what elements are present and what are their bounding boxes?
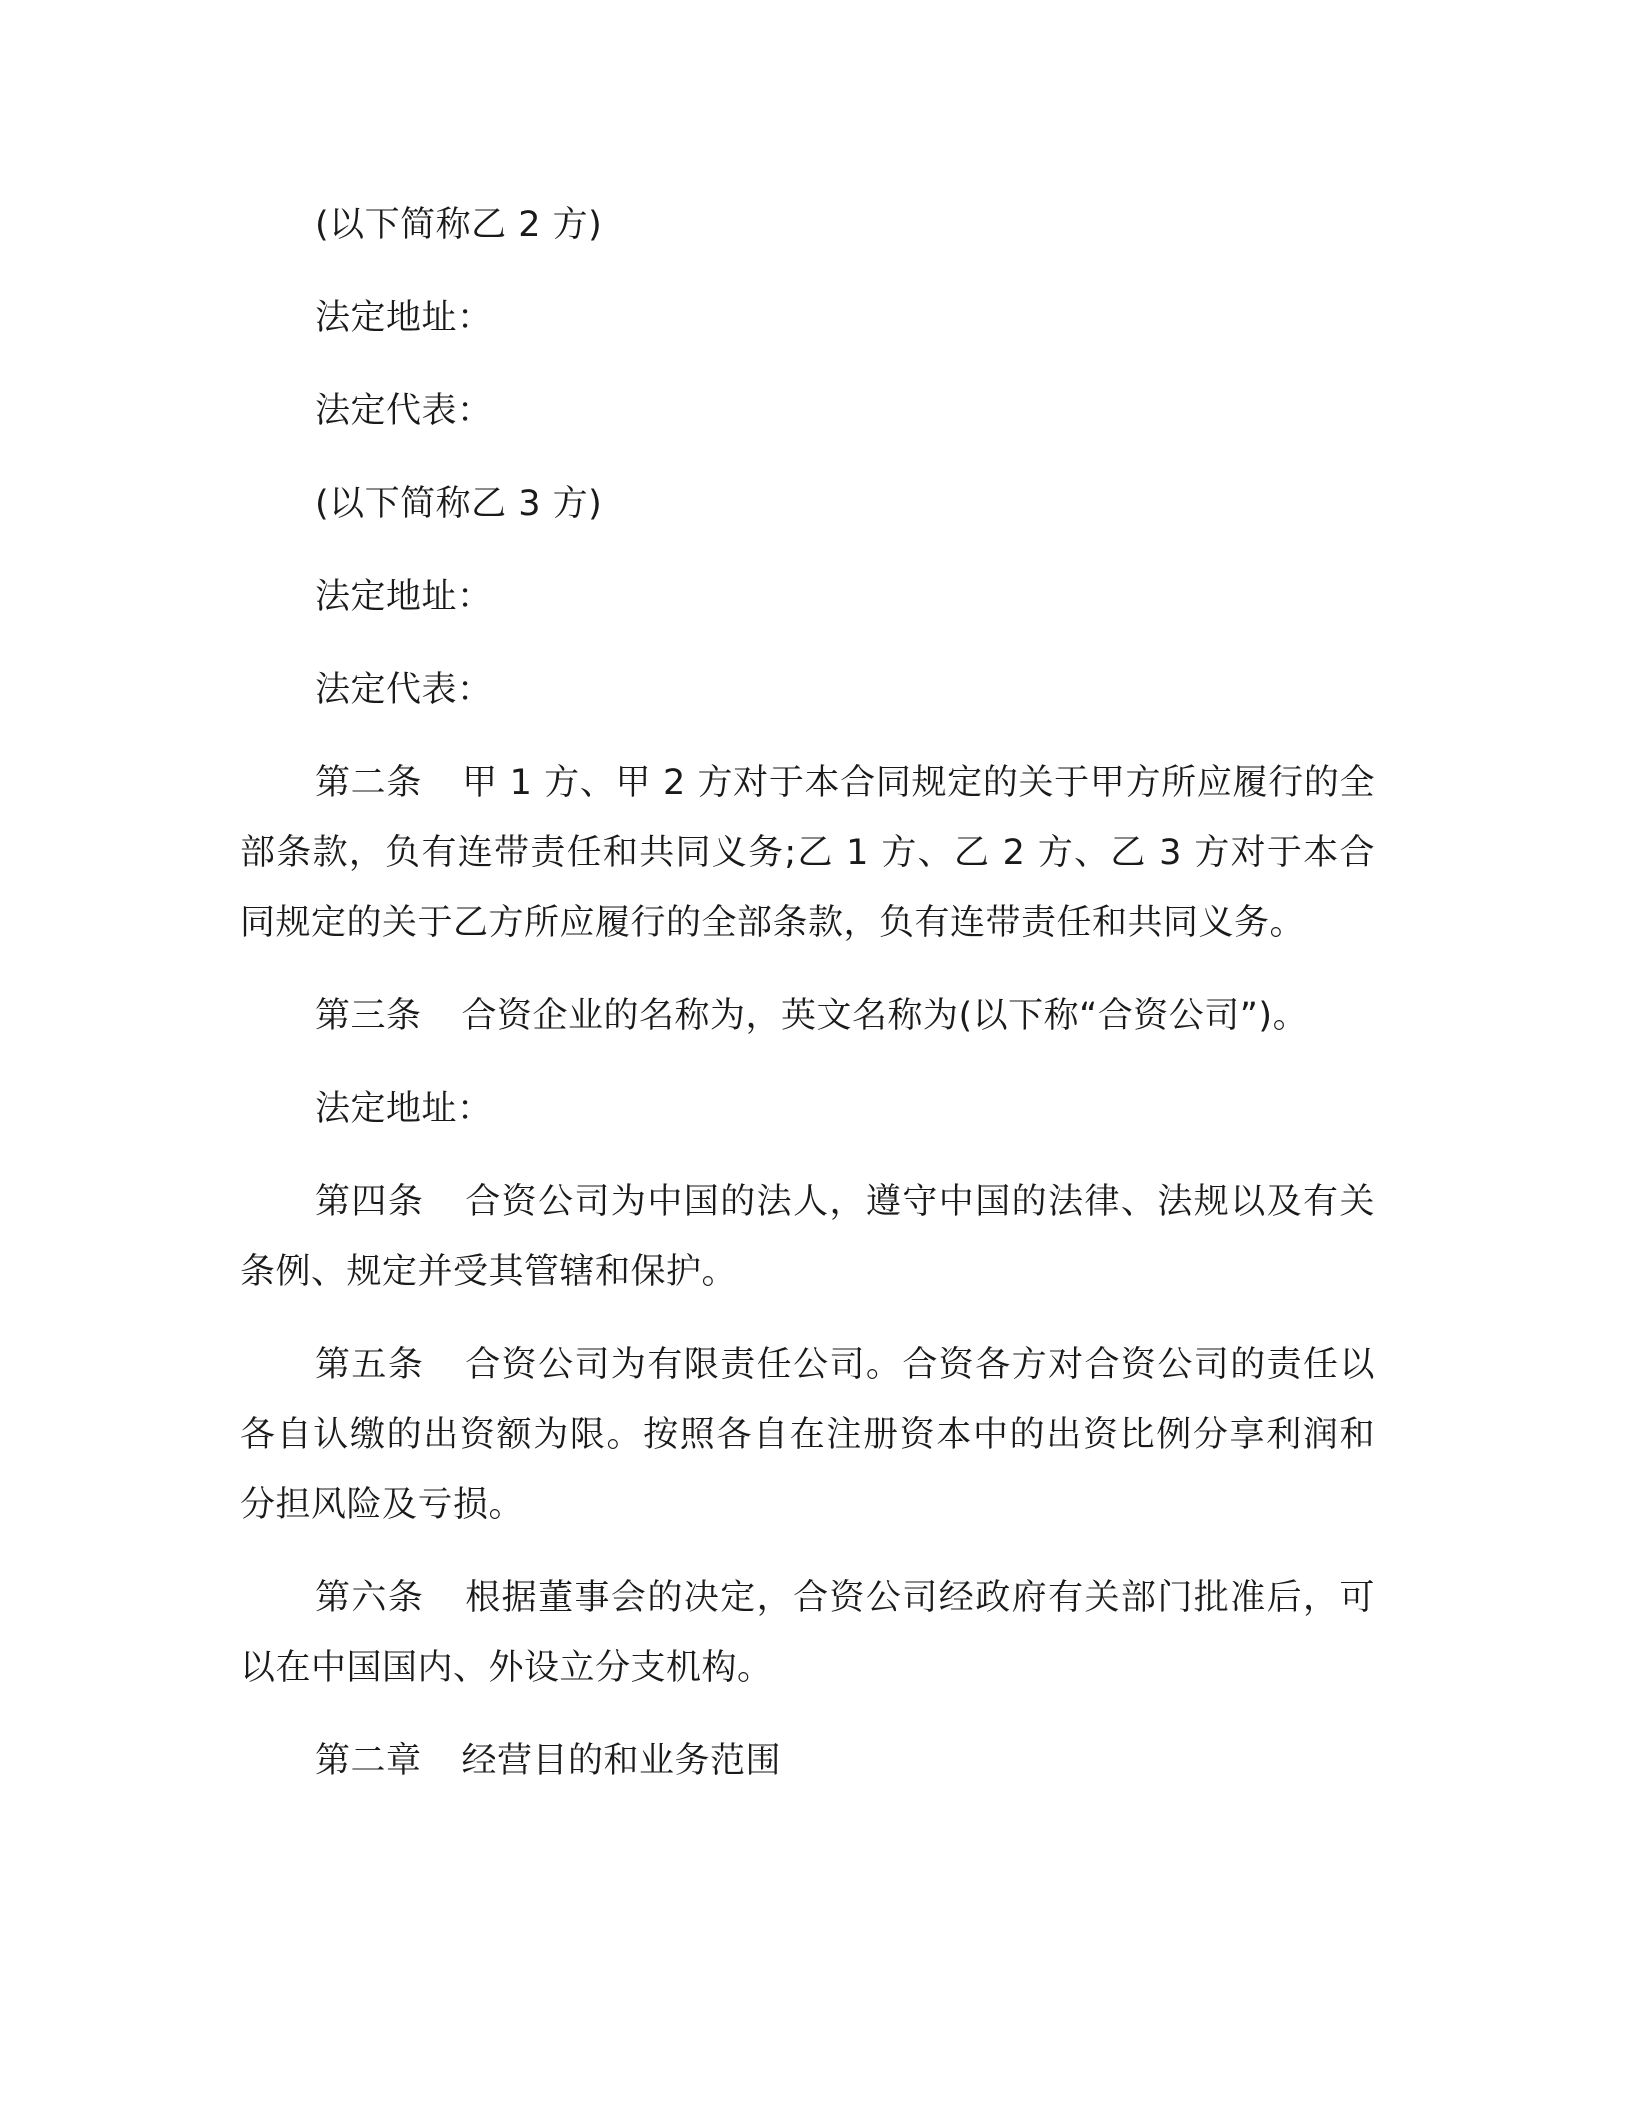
article-4 <box>240 1167 1375 1307</box>
article-text: 合资企业的名称为，英文名称为(以下称“合资公司”)。 <box>461 996 1309 1036</box>
chapter-label: 第二章 <box>315 1741 422 1781</box>
article-5 <box>240 1330 1375 1540</box>
paragraph-legal-address <box>240 283 1375 353</box>
article-text: 合资公司为有限责任公司。合资各方对合资公司的责任以各自认缴的出资额为限。按照各自在注册资本中的出资比例分享利润和分担风险及亏损。 <box>240 1345 1375 1525</box>
paragraph-legal-address <box>240 562 1375 632</box>
paragraph-legal-representative <box>240 376 1375 446</box>
paragraph-text: 法定代表： <box>315 670 493 710</box>
paragraph-abbr-b2 <box>240 190 1375 260</box>
article-3 <box>240 981 1375 1051</box>
paragraph-text: 法定地址： <box>315 577 493 617</box>
chapter-title: 经营目的和业务范围 <box>461 1741 782 1781</box>
article-2 <box>240 748 1375 958</box>
paragraph-text: 法定地址： <box>315 298 493 338</box>
paragraph-text: (以下简称乙 3 方) <box>315 484 603 524</box>
article-heading: 第五条 <box>315 1345 425 1385</box>
article-heading: 第六条 <box>315 1578 425 1618</box>
article-text: 甲 1 方、甲 2 方对于本合同规定的关于甲方所应履行的全部条款，负有连带责任和共同义务;乙 1 方、乙 2 方、乙 3 方对于本合同规定的关于乙方所应履行的全部条款，负有连带责任和共同义务。 <box>240 763 1375 943</box>
article-heading: 第二条 <box>315 763 422 803</box>
article-heading: 第三条 <box>315 996 422 1036</box>
article-text: 根据董事会的决定，合资公司经政府有关部门批准后，可以在中国国内、外设立分支机构。 <box>240 1578 1375 1688</box>
paragraph-legal-representative <box>240 655 1375 725</box>
article-heading: 第四条 <box>315 1182 425 1222</box>
paragraph-text: 法定地址： <box>315 1089 493 1129</box>
paragraph-abbr-b3 <box>240 469 1375 539</box>
paragraph-legal-address <box>240 1074 1375 1144</box>
paragraph-text: 法定代表： <box>315 391 493 431</box>
document-body <box>240 190 1375 1819</box>
chapter-2-heading <box>240 1726 1375 1796</box>
article-6 <box>240 1563 1375 1703</box>
paragraph-text: (以下简称乙 2 方) <box>315 205 603 245</box>
article-text: 合资公司为中国的法人，遵守中国的法律、法规以及有关条例、规定并受其管辖和保护。 <box>240 1182 1375 1292</box>
